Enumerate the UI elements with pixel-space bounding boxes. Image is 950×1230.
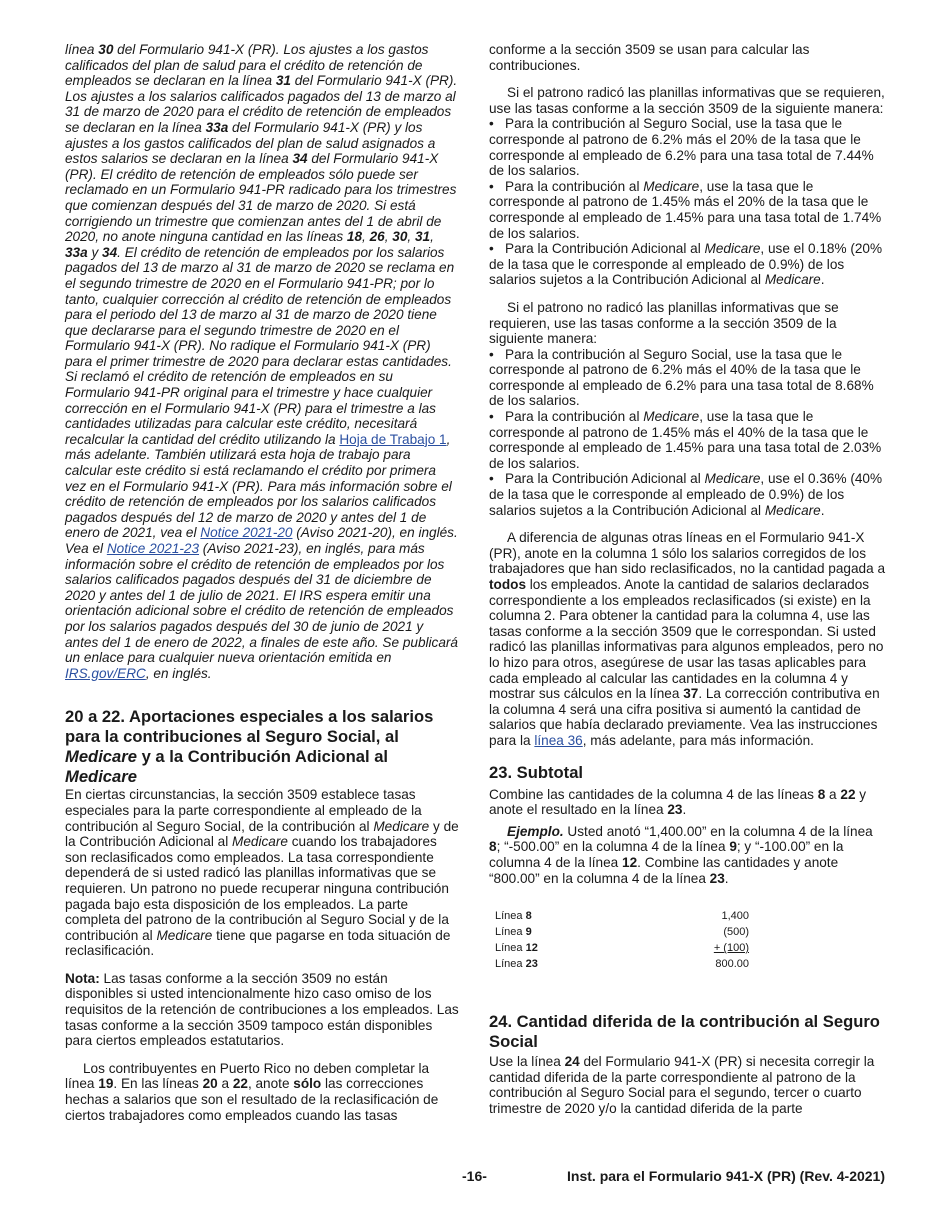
bullet-icon: • bbox=[489, 346, 494, 362]
bullet-icon: • bbox=[489, 471, 494, 487]
puerto-rico-paragraph: Los contribuyentes en Puerto Rico no deben completar la línea 19. En las líneas 20 a 22, anote sólo las correcciones hechas a salarios que son el resultado de la reclasificación de ciertos trabajadores como empleados cuando las tasas bbox=[65, 1060, 439, 1123]
left-column bbox=[65, 42, 459, 1123]
table-row: Línea 8 1,400 bbox=[495, 910, 749, 923]
filed-intro: Si el patrono radicó las planillas informativas que se requieren, use las tasas conforme a la sección 3509 de la siguiente manera: bbox=[489, 85, 885, 116]
bullet-icon: • bbox=[489, 116, 494, 132]
notfiled-bullet-medicare: • Para la contribución al Medicare, use la tasa que le corresponde al patrono de 1.45% más el 40% de la tasa que le corresponde al empleado de 1.45% para una tasa total de 2.03% de los salarios. bbox=[489, 409, 882, 471]
table-row: Línea 12 + (100) bbox=[495, 942, 749, 955]
filed-bullet-medicare: • Para la contribución al Medicare, use la tasa que le corresponde al patrono de 1.45% más el 20% de la tasa que le corresponde al empleado de 1.45% para una tasa total de 1.74% de los salarios. bbox=[489, 178, 882, 241]
continuation-paragraph: conforme a la sección 3509 se usan para calcular las contribuciones. bbox=[489, 42, 810, 73]
difference-paragraph: A diferencia de algunas otras líneas en el Formulario 941-X (PR), anote en la columna 1 sólo los salarios corregidos de los trabajadores que han sido reclasificados, no la cantidad pagada a todos los empleados. Anote la cantidad de salarios declarados correspondiente a los empleados reclasificados (si existe) en la columna 2. Para obtener la cantidad para la columna 4, use las tasas conforme a la sección 3509 que le correspondan. Si usted radicó las planillas informativas para algunos empleados, pero no lo hizo para otros, asegúrese de usar las tasas aplicables para cada empleado al calcular las cantidades en la columna 4 y mostrar sus cálculos en la línea 37. La corrección contributiva en la columna 4 será una cifra positiva si aumentó la cantidad de salarios que había declarado previamente. Vea las instrucciones para la línea 36, más adelante, para más información. bbox=[489, 530, 886, 748]
erc-paragraph: línea 30 del Formulario 941-X (PR). Los ajustes a los gastos calificados del plan de salud para el crédito de retención de empleados se declaran en la línea 31 del Formulario 941-X (PR). Los ajustes a los salarios calificados pagados del 13 de marzo al 31 de marzo de 2020 para el crédito de retención de empleados se declaran en la línea 33a del Formulario 941-X (PR) y los ajustes a los gastos calificados del plan de salud asignados a estos salarios se declaran en la línea 34 del Formulario 941-X (PR). El crédito de retención de empleados sólo puede ser reclamado en un Formulario 941-PR radicado para los trimestres que comienzan después del 31 de marzo de 2020. Si está corrigiendo un trimestre que comienzan antes del 1 de abril de 2020, no anote ninguna cantidad en las líneas 18, 26, 30, 31, 33a y 34. El crédito de retención de empleados por los salarios pagados del 13 de marzo al 31 de marzo de 2020 se reclama en el segundo trimestre de 2020 en el Formulario 941-PR; por lo tanto, cualquier corrección al crédito de retención de empleados para el periodo del 13 de marzo al 31 de marzo de 2020 tiene que declararse para el segundo trimestre de 2020 en el Formulario 941-X (PR). No radique el Formulario 941-X (PR) para el primer trimestre de 2020 para declarar estas cantidades. Si reclamó el crédito de retención de empleados en su Formulario 941-PR original para el trimestre y hace cualquier corrección en el Formulario 941-X (PR) para el trimestre a las cantidades utilizadas para calcular este crédito, necesitará recalcular la cantidad del crédito utilizando la Hoja de Trabajo 1, más adelante. También utilizará esta hoja de trabajo para calcular este crédito si está reclamando el crédito por primera vez en el Formulario 941-X (PR). Para más información sobre el crédito de retención de empleados por los salarios calificados pagados después del 12 de marzo de 2020 y antes del 1 de enero de 2021, vea el Notice 2021-20 (Aviso 2021-20), en inglés. Vea el Notice 2021-23 (Aviso 2021-23), en inglés, para más información sobre el crédito de retención de empleados por los salarios calificados pagados después del 31 de diciembre de 2020 y antes del 1 de julio de 2021. El IRS espera emitir una orientación adicional sobre el crédito de retención de empleados por los salarios pagados después del 30 de junio de 2021 y antes del 1 de enero de 2022, a finales de este año. Se publicará un enlace para cualquier nueva orientación emitida en IRS.gov/ERC, en inglés. bbox=[65, 42, 458, 681]
table-row: Línea 23 800.00 bbox=[495, 958, 749, 971]
form-title: Inst. para el Formulario 941-X (PR) (Rev. 4-2021) bbox=[567, 1168, 885, 1184]
filed-bullet-ss: • Para la contribución al Seguro Social, use la tasa que le corresponde al patrono de 6.2% más el 20% de la tasa que le corresponde al empleado de 6.2% para una tasa total de 7.44% de los salarios. bbox=[489, 116, 874, 179]
link[interactable]: IRS.gov/ERC bbox=[65, 665, 146, 681]
link[interactable]: Notice 2021-20 bbox=[200, 525, 293, 541]
page-footer bbox=[0, 1168, 950, 1188]
notfiled-intro: Si el patrono no radicó las planillas informativas que se requieren, use las tasas conforme a la sección 3509 de la siguiente manera: bbox=[489, 299, 839, 347]
section-3509-paragraph: En ciertas circunstancias, la sección 3509 establece tasas especiales para la parte correspondiente al empleado de la contribución al Seguro Social, de la contribución al Medicare y de la Contribución Adicional al Medicare cuando los trabajadores son reclasificados como empleados. La tasa correspondiente dependerá de si usted radicó las planillas informativas que se requieren. Un patrono no puede recuperar ninguna contribución pagada bajo esta disposición de los empleados. La parte completa del patrono de la contribución al Seguro Social y de la contribución al Medicare tiene que pagarse en toda situación de reclasificación. bbox=[65, 787, 459, 959]
link[interactable]: línea 36 bbox=[534, 732, 583, 748]
section-heading-24: 24. Cantidad diferida de la contribución al Seguro Social bbox=[489, 1012, 880, 1052]
bullet-icon: • bbox=[489, 178, 494, 194]
section-heading-20-22: 20 a 22. Aportaciones especiales a los salarios para la contribuciones al Seguro Social, al Medicare y a la Contribución Adicional al Medicare bbox=[65, 707, 434, 787]
filed-bullet-additional: • Para la Contribución Adicional al Medicare, use el 0.18% (20% de la tasa que le corresponde al empleado de 0.9%) de los salarios sujetos a la Contribución Adicional al Medicare. bbox=[489, 241, 883, 288]
page-number: -16- bbox=[462, 1168, 487, 1184]
notfiled-bullet-additional: • Para la Contribución Adicional al Medicare, use el 0.36% (40% de la tasa que le corresponde al empleado de 0.9%) de los salarios sujetos a la Contribución Adicional al Medicare. bbox=[489, 471, 883, 518]
subtotal-paragraph: Combine las cantidades de la columna 4 de las líneas 8 a 22 y anote el resultado en la línea 23. bbox=[489, 786, 867, 818]
section-heading-23: 23. Subtotal bbox=[489, 762, 584, 782]
example-table bbox=[495, 908, 749, 972]
link[interactable]: Notice 2021-23 bbox=[106, 541, 200, 556]
table-row: Línea 9 (500) bbox=[495, 926, 749, 939]
nota-paragraph: Nota: Las tasas conforme a la sección 3509 no están disponibles si usted intencionalmente hizo caso omiso de los requisitos de la retención de contribuciones a los empleados. Las tasas conforme a la sección 3509 tampoco están disponibles para ciertos empleados estatutarios. bbox=[65, 970, 459, 1049]
example-paragraph: Ejemplo. Usted anotó “1,400.00” en la columna 4 de la línea 8; “-500.00” en la columna 4 de la línea 9; y “-100.00” en la columna 4 de la línea 12. Combine las cantidades y anote “800.00” en la columna 4 de la línea 23. bbox=[489, 823, 873, 886]
bullet-icon: • bbox=[489, 409, 494, 425]
bullet-icon: • bbox=[489, 241, 494, 257]
notfiled-bullet-ss: • Para la contribución al Seguro Social, use la tasa que le corresponde al patrono de 6.2% más el 40% de la tasa que le corresponde al empleado de 6.2% para una tasa total de 8.68% de los salarios. bbox=[489, 346, 874, 409]
link[interactable]: Hoja de Trabajo 1 bbox=[339, 431, 447, 447]
deferred-paragraph: Use la línea 24 del Formulario 941-X (PR) si necesita corregir la cantidad diferida de la parte correspondiente al patrono de la contribución al Seguro Social para el segundo, tercer o cuarto trimestre de 2020 y/o la cantidad diferida de la parte bbox=[489, 1054, 875, 1116]
right-column bbox=[489, 42, 887, 1116]
